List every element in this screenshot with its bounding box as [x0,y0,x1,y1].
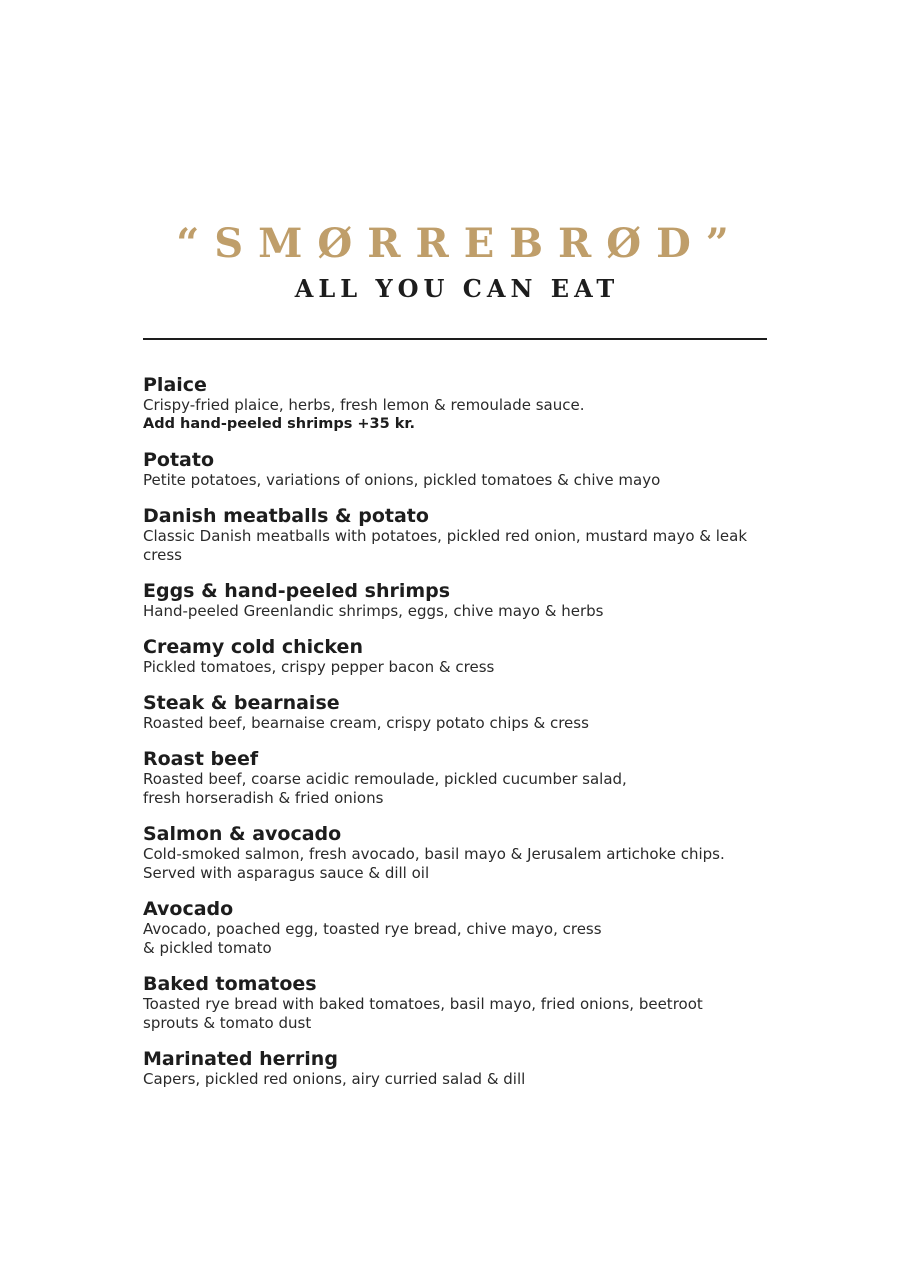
menu-item-description: Toasted rye bread with baked tomatoes, basil mayo, fried onions, beetroot sprouts & tomato dust [143,995,703,1032]
menu-item-steak-bearnaise [143,693,767,733]
menu-item-plaice [143,375,767,434]
menu-item-description: Petite potatoes, variations of onions, pickled tomatoes & chive mayo [143,471,661,489]
menu-header [0,220,910,304]
menu-item-eggs-shrimps [143,581,767,621]
menu-item-salmon-avocado [143,824,767,883]
header-divider [143,338,767,340]
menu-item-addon: Add hand-peeled shrimps +35 kr. [143,416,415,432]
menu-item-avocado [143,899,767,958]
menu-list [143,375,767,1105]
menu-item-name: Baked tomatoes [143,973,317,995]
menu-item-description: Capers, pickled red onions, airy curried salad & dill [143,1070,526,1088]
menu-item-potato [143,450,767,490]
menu-item-description: Crispy-fried plaice, herbs, fresh lemon & remoulade sauce. [143,396,585,414]
menu-item-description: Cold-smoked salmon, fresh avocado, basil mayo & Jerusalem artichoke chips. Served with asparagus sauce & dill oil [143,845,725,882]
menu-item-danish-meatballs [143,506,767,565]
menu-item-description: Roasted beef, coarse acidic remoulade, pickled cucumber salad, fresh horseradish & fried onions [143,770,627,807]
menu-title: “SMØRREBRØD” [176,220,744,267]
menu-item-name: Roast beef [143,748,259,770]
menu-item-name: Eggs & hand-peeled shrimps [143,580,451,602]
menu-item-marinated-herring [143,1049,767,1089]
menu-item-name: Creamy cold chicken [143,636,363,658]
menu-item-baked-tomatoes [143,974,767,1033]
menu-item-roast-beef [143,749,767,808]
menu-item-name: Salmon & avocado [143,823,342,845]
menu-item-description: Avocado, poached egg, toasted rye bread, chive mayo, cress & pickled tomato [143,920,602,957]
menu-item-description: Classic Danish meatballs with potatoes, pickled red onion, mustard mayo & leak cress [143,527,747,564]
menu-item-name: Potato [143,449,215,471]
menu-item-name: Avocado [143,898,234,920]
menu-item-description: Hand-peeled Greenlandic shrimps, eggs, chive mayo & herbs [143,602,604,620]
menu-item-name: Plaice [143,374,207,396]
menu-item-name: Steak & bearnaise [143,692,340,714]
menu-item-description: Pickled tomatoes, crispy pepper bacon & cress [143,658,495,676]
menu-item-description: Roasted beef, bearnaise cream, crispy potato chips & cress [143,714,589,732]
menu-item-name: Marinated herring [143,1048,338,1070]
menu-subtitle: ALL YOU CAN EAT [294,274,620,303]
menu-item-name: Danish meatballs & potato [143,505,429,527]
menu-item-creamy-chicken [143,637,767,677]
